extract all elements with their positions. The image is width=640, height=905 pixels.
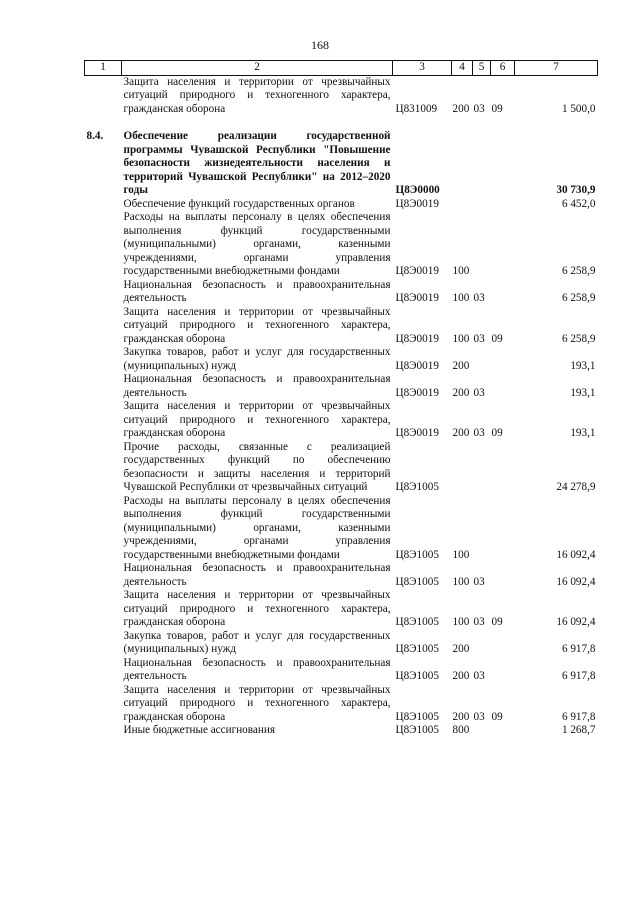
amount: 6 258,9 <box>561 292 596 304</box>
expense-name: Иные бюджетные ассигнования <box>123 724 275 736</box>
table-row <box>85 657 598 684</box>
budget-table <box>84 60 598 738</box>
row-number <box>85 495 122 563</box>
subsection-code <box>491 495 515 563</box>
expense-name: Закупка товаров, работ и услуг для государственных (муниципальных) нужд <box>123 629 391 655</box>
target-article-code: Ц8Э0019 <box>395 197 439 210</box>
amount: 6 258,9 <box>561 332 596 345</box>
expense-type-code: 800 <box>452 724 470 736</box>
target-article-code: Ц8Э0019 <box>395 292 439 304</box>
subsection-code <box>491 373 515 400</box>
target-article-code: Ц8Э1005 <box>395 724 439 736</box>
amount: 193,1 <box>570 427 596 439</box>
target-article-code: Ц8Э1005 <box>395 670 439 682</box>
row-number <box>85 724 122 738</box>
subsection-code: 09 <box>491 332 503 345</box>
row-number <box>85 211 122 279</box>
subsection-code <box>491 441 515 495</box>
expense-type-code: 200 <box>452 359 470 372</box>
amount: 6 917,8 <box>561 710 596 723</box>
amount: 6 917,8 <box>561 643 596 655</box>
subsection-code: 09 <box>491 710 503 723</box>
target-article-code: Ц8Э0019 <box>395 359 439 372</box>
row-number <box>85 373 122 400</box>
target-article-code: Ц8Э0019 <box>395 427 439 439</box>
target-article-code: Ц8Э0019 <box>395 265 439 277</box>
section-code: 03 <box>473 575 485 588</box>
expense-name: Прочие расходы, связанные с реализацией государственных функций по обеспечению безопасности и защиты населения и территорий Чувашской Республики от чрезвычайных ситуаций <box>123 440 391 493</box>
table-row <box>85 562 598 589</box>
section-code <box>473 198 491 212</box>
amount: 1 500,0 <box>561 102 596 115</box>
subsection-code <box>491 130 515 198</box>
target-article-code: Ц8Э0019 <box>395 332 439 345</box>
column-header: 4 <box>452 61 473 76</box>
table-row <box>85 684 598 725</box>
amount: 6 917,8 <box>561 670 596 682</box>
row-number <box>85 589 122 630</box>
section-code <box>473 441 491 495</box>
spacer-row <box>85 116 598 130</box>
amount: 30 730,9 <box>556 184 596 196</box>
section-code <box>473 724 491 738</box>
expense-name: Национальная безопасность и правоохранительная деятельность <box>123 656 391 682</box>
subsection-code: 09 <box>491 427 503 439</box>
column-header: 5 <box>473 61 491 76</box>
row-number <box>85 346 122 373</box>
section-code <box>473 211 491 279</box>
section-code <box>473 630 491 657</box>
target-article-code: Ц8Э1005 <box>395 616 439 628</box>
expense-type-code: 200 <box>452 710 470 723</box>
column-header: 6 <box>491 61 515 76</box>
section-code: 03 <box>473 102 485 115</box>
expense-type-code: 100 <box>452 616 470 628</box>
amount: 193,1 <box>570 359 596 372</box>
section-code <box>473 346 491 373</box>
table-row <box>85 75 598 116</box>
amount: 16 092,4 <box>556 616 596 628</box>
expense-type-code: 200 <box>452 643 470 655</box>
table-row <box>85 130 598 198</box>
column-header: 7 <box>515 61 598 76</box>
section-code <box>473 130 491 198</box>
table-row <box>85 495 598 563</box>
row-number <box>85 75 122 116</box>
expense-type-code: 100 <box>452 265 470 277</box>
table-row <box>85 441 598 495</box>
target-article-code: Ц831009 <box>395 102 438 115</box>
subsection-code <box>491 724 515 738</box>
expense-type-code: 100 <box>452 332 470 345</box>
row-number <box>85 400 122 441</box>
subsection-code <box>491 657 515 684</box>
spacer-cell <box>85 116 598 130</box>
table-row <box>85 279 598 306</box>
section-code: 03 <box>473 386 485 399</box>
subsection-code: 09 <box>491 616 503 628</box>
expense-type-code <box>452 441 473 495</box>
section-code: 03 <box>473 670 485 682</box>
expense-name: Национальная безопасность и правоохранительная деятельность <box>123 562 391 588</box>
table-row <box>85 589 598 630</box>
amount: 24 278,9 <box>556 481 596 493</box>
amount: 6 452,0 <box>561 197 596 210</box>
column-header: 3 <box>393 61 452 76</box>
expense-name: Защита населения и территории от чрезвычайных ситуаций природного и техногенного характера, гражданская оборона <box>123 683 391 723</box>
row-number <box>85 562 122 589</box>
table-row <box>85 211 598 279</box>
expense-type-code: 100 <box>452 575 470 588</box>
amount: 193,1 <box>570 386 596 399</box>
row-number: 8.4. <box>86 130 104 142</box>
subsection-code <box>491 562 515 589</box>
section-code: 03 <box>473 616 485 628</box>
section-code: 03 <box>473 292 485 304</box>
table-body <box>85 75 598 738</box>
row-number <box>85 306 122 347</box>
column-header-row <box>85 61 598 76</box>
expense-name: Расходы на выплаты персоналу в целях обеспечения выполнения функций государственными (муниципальными) органами, казенными учреждениями, органами управления государственными внебюджетными фондами <box>123 211 391 277</box>
table-row <box>85 198 598 212</box>
target-article-code: Ц8Э1005 <box>395 481 439 493</box>
page-number: 168 <box>311 38 329 52</box>
expense-name: Защита населения и территории от чрезвычайных ситуаций природного и техногенного характера, гражданская оборона <box>123 400 391 439</box>
subsection-code <box>491 346 515 373</box>
expense-name: Обеспечение реализации государственной программы Чувашской Республики "Повышение безопасности жизнедеятельности населения и территорий Чувашской Республики" на 2012–2020 годы <box>123 130 391 196</box>
amount: 1 268,7 <box>561 724 596 736</box>
row-number <box>85 657 122 684</box>
section-code <box>473 495 491 563</box>
expense-type-code <box>452 130 473 198</box>
section-code: 03 <box>473 332 485 345</box>
expense-name: Обеспечение функций государственных органов <box>123 197 355 210</box>
target-article-code: Ц8Э1005 <box>395 548 439 561</box>
table-row <box>85 630 598 657</box>
expense-name: Национальная безопасность и правоохранительная деятельность <box>123 278 391 304</box>
row-number <box>85 630 122 657</box>
table-row <box>85 346 598 373</box>
target-article-code: Ц8Э0000 <box>395 184 440 196</box>
subsection-code <box>491 279 515 306</box>
subsection-code <box>491 630 515 657</box>
table-row <box>85 373 598 400</box>
expense-name: Национальная безопасность и правоохранительная деятельность <box>123 373 391 399</box>
subsection-code <box>491 198 515 212</box>
section-code: 03 <box>473 427 485 439</box>
column-header: 1 <box>85 61 122 76</box>
section-code: 03 <box>473 710 485 723</box>
row-number <box>85 279 122 306</box>
target-article-code: Ц8Э1005 <box>395 710 439 723</box>
subsection-code <box>491 211 515 279</box>
amount: 16 092,4 <box>556 548 596 561</box>
target-article-code: Ц8Э1005 <box>395 575 439 588</box>
row-number <box>85 441 122 495</box>
expense-type-code: 200 <box>452 102 470 115</box>
target-article-code: Ц8Э0019 <box>395 386 439 399</box>
expense-name: Защита населения и территории от чрезвычайных ситуаций природного и техногенного характера, гражданская оборона <box>123 305 391 345</box>
target-article-code: Ц8Э1005 <box>395 643 439 655</box>
table-row <box>85 400 598 441</box>
expense-type-code: 200 <box>452 386 470 399</box>
expense-type-code: 100 <box>452 292 470 304</box>
amount: 6 258,9 <box>561 265 596 277</box>
subsection-code: 09 <box>491 102 503 115</box>
amount: 16 092,4 <box>556 575 596 588</box>
expense-name: Закупка товаров, работ и услуг для государственных (муниципальных) нужд <box>123 346 391 372</box>
expense-name: Расходы на выплаты персоналу в целях обеспечения выполнения функций государственными (муниципальными) органами, казенными учреждениями, органами управления государственными внебюджетными фондами <box>123 494 391 561</box>
expense-type-code <box>452 198 473 212</box>
expense-type-code: 200 <box>452 427 470 439</box>
expense-type-code: 200 <box>452 670 470 682</box>
expense-name: Защита населения и территории от чрезвычайных ситуаций природного и техногенного характера, гражданская оборона <box>123 75 391 115</box>
table-row <box>85 306 598 347</box>
expense-name: Защита населения и территории от чрезвычайных ситуаций природного и техногенного характера, гражданская оборона <box>123 589 391 628</box>
row-number <box>85 198 122 212</box>
expense-type-code: 100 <box>452 548 470 561</box>
row-number <box>85 684 122 725</box>
table-row <box>85 724 598 738</box>
column-header: 2 <box>122 61 393 76</box>
